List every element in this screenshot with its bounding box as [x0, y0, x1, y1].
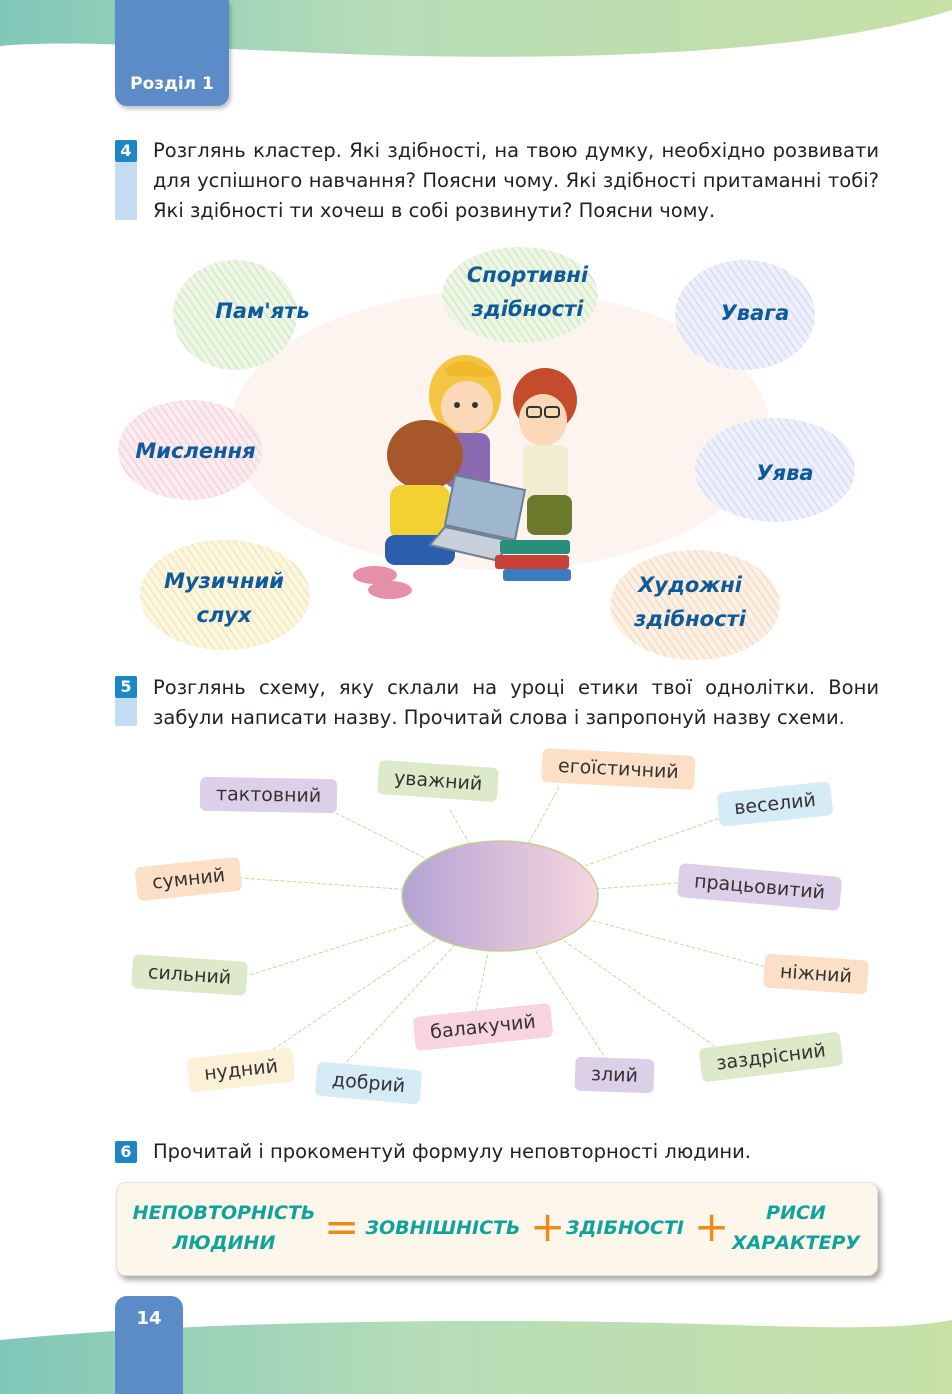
task-6-number: 6: [115, 1141, 137, 1163]
cluster-sport-line-1: Спортивні: [466, 263, 589, 287]
word-sad: сумний: [135, 857, 243, 902]
page-number-tab: [115, 1296, 183, 1394]
task-5-text: Розглянь схему, яку склали на уроці етики твої однолітки. Вони забули написати назву. Прочитай слова і запропонуй назву схеми.: [153, 676, 879, 729]
word-selfish: егоїстичний: [541, 748, 695, 790]
page-number: 14: [136, 1308, 162, 1329]
cluster-sport-line-2: здібності: [471, 297, 584, 321]
word-talkative: балакучий: [413, 1003, 554, 1051]
cluster-art: [610, 568, 770, 636]
cluster-music-line-1: Музичний: [164, 569, 284, 593]
formula-term-character-line-1: РИСИ: [766, 1202, 826, 1224]
section-label: Розділ 1: [130, 74, 214, 94]
formula-plus-1: +: [530, 1202, 566, 1251]
task-4-text: Розглянь кластер. Які здібності, на твою думку, необхідно розвивати для успішного навчання? Поясни чому. Які здібності притаманні тобі? Які здібності ти хочеш в собі розвинути? Поясни чому.: [153, 139, 879, 222]
scheme-center-ellipse: [402, 841, 598, 951]
cluster-attention: Увага: [720, 301, 790, 325]
formula-term-abilities: ЗДІБНОСТІ: [566, 1217, 684, 1239]
word-boring: нудний: [187, 1048, 296, 1093]
cluster-imagination: Уява: [756, 461, 814, 485]
formula-term-character: [724, 1198, 868, 1258]
word-strong: сильний: [131, 954, 248, 996]
cluster-memory: Пам'ять: [215, 299, 310, 323]
task-4-number: 4: [115, 140, 137, 162]
cluster-thinking: Мислення: [135, 439, 256, 463]
formula-left-line-1: НЕПОВТОРНІСТЬ: [132, 1202, 316, 1224]
word-kind: добрий: [315, 1061, 423, 1104]
task-5-number: 5: [115, 676, 137, 698]
word-hardworking: працьовитий: [677, 863, 843, 911]
word-gentle: ніжний: [763, 953, 869, 994]
word-envious: заздрісний: [698, 1031, 843, 1082]
formula-left-line-2: ЛЮДИНИ: [172, 1232, 276, 1254]
word-attentive: уважний: [377, 760, 499, 802]
cluster-music-line-2: слух: [196, 603, 252, 627]
formula-term-appearance: ЗОВНІШНІСТЬ: [365, 1217, 521, 1239]
cluster-sport: [440, 258, 615, 326]
task-6-text: Прочитай і прокоментуй формулу неповторності людини.: [153, 1140, 752, 1163]
task-4-bar: [115, 162, 137, 220]
children-illustration: [345, 345, 585, 605]
cluster-art-line-1: Художні: [638, 573, 742, 597]
section-tab: [115, 0, 229, 106]
word-angry: злий: [574, 1057, 654, 1094]
cluster-art-line-2: здібності: [634, 607, 746, 631]
task-5-bar: [115, 698, 137, 726]
formula-equals: =: [324, 1202, 360, 1251]
formula-plus-2: +: [694, 1202, 730, 1251]
cluster-music: [150, 564, 298, 632]
formula-left: [126, 1198, 322, 1258]
formula-term-character-line-2: ХАРАКТЕРУ: [731, 1232, 861, 1254]
word-cheerful: веселий: [717, 781, 834, 827]
word-tactful: тактовний: [200, 777, 338, 813]
